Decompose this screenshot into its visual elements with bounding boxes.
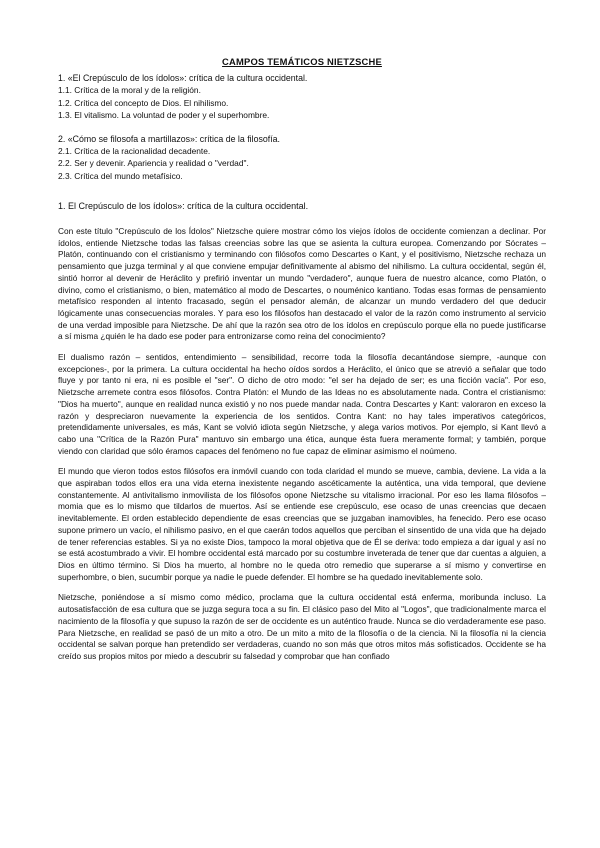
body-paragraph: El dualismo razón – sentidos, entendimiento – sensibilidad, recorre toda la filosofía decantándose siempre, -aunque con excepciones-, por la primera. La cultura occidental ha hecho oídos sordos a Heráclito, el único que se atrevió a señalar que todo fluye y por tanto ni era, ni es posible el "ser". O dicho de otro modo: "el ser ha dejado de ser; es una ficción vacía". Por eso, Nietzsche arremete contra esos filósofos. Contra Platón: el Mundo de las Ideas no es absolutamente nada. Contra el cristianismo: "Dios ha muerto", aunque en realidad nunca existió y no nos puede mandar nada. Contra Descartes y Kant: valoraron en exceso la razón y despreciaron nuevamente la experiencia de los sentidos. Contra Kant: no hay tales imperativos categóricos, pretendidamente universales, es más, Kant se volvió idiota según Nietzsche, y alega varios motivos. Por ejemplo, si Kant llevó a cabo una "Crítica de la Razón Pura" mantuvo sin embargo una ética, aunque ésta fuera meramente formal; y también, porque viendo con claridad que sólo éramos capaces del fenómeno no fue capaz de eliminar asimismo el noúmeno. bbox=[58, 352, 546, 456]
toc-item: 2.1. Crítica de la racionalidad decadente. bbox=[58, 145, 211, 156]
toc-heading: 1. «El Crepúsculo de los ídolos»: crítica de la cultura occidental. bbox=[58, 73, 308, 83]
toc-item: 2.3. Crítica del mundo metafísico. bbox=[58, 170, 183, 181]
section-heading: 1. El Crepúsculo de los ídolos»: crítica de la cultura occidental. bbox=[58, 201, 309, 211]
toc-item: 1.3. El vitalismo. La voluntad de poder y el superhombre. bbox=[58, 110, 270, 120]
body-paragraph: El mundo que vieron todos estos filósofos era inmóvil cuando con toda claridad el mundo se mueve, cambia, deviene. La vida a la que aspiraban todos ellos era una vida eterna inexistente negando ascéticamente la auténtica, una vida temporal, que deviene constantemente. Al antivitalismo inmovilista de los filósofos opone Nietzsche su vitalismo irracional. Por eso les llama filósofos – momia que es lo mismo que tildarlos de muertos. Así se entiende ese crepúsculo, ese ocaso de unas creencias que decaen inevitablemente. El orden establecido dependiente de esas creencias que se juzgaban inamovibles, ha fenecido. Pero ese ocaso supone primero un vacío, el nihilismo pasivo, en el que caerán todos aquellos que perciban el sinsentido de una vida que ha dejado de tener referencias estables. Si ya no existe Dios, tampoco la moral objetiva que de Él se deriva: todo empieza a dar igual y así no se está acostumbrado a vivir. El hombre occidental está marcado por su costumbre inveterada de tener que dar cuentas a alguien, a Dios en último término. Si Dios ha muerto, al hombre no le queda otro remedio que superarse a sí mismo y convertirse en superhombre, o bien, sucumbir porque ya nadie le puede defender. El hombre se ha quedado inevitablemente solo. bbox=[58, 466, 546, 582]
toc-heading: 2. «Cómo se filosofa a martillazos»: crítica de la filosofía. bbox=[58, 133, 280, 144]
body-paragraph: Nietzsche, poniéndose a sí mismo como médico, proclama que la cultura occidental está enferma, moribunda incluso. La autosatisfacción de esa cultura que se juzga segura toca a su fin. El clásico paso del Mito al "Logos", que tradicionalmente marca el nacimiento de la filosofía y que supuso la razón de ser de occidente es un auténtico fraude. Nunca se dio verdaderamente ese paso. Para Nietzsche, en realidad se pasó de un mito a otro. De un mito a mito de la filosofía o de la ciencia. Ni la filosofía ni la ciencia occidental se salvan porque han pretendido ser verdaderas, cuando no son más que otros mitos más sofisticados. Occidente se ha creído sus propios mitos por miedo a descubrir su falsedad y comprobar que han confiado bbox=[58, 592, 546, 661]
body-paragraph: Con este título "Crepúsculo de los Ídolos" Nietzsche quiere mostrar cómo los viejos ídolos de occidente comienzan a declinar. Por ídolos, entiende Nietzsche todas las falsas creencias sobre las que se asienta la cultura europea. Comenzando por Sócrates – Platón, continuando con el cristianismo y terminando con filósofos como Descartes o Kant, y el positivismo, Nietzsche rechaza un pensamiento que juzga terminal y al que conviene empujar definitivamente al abismo del nihilismo. La cultura occidental, según él, sintió horror al devenir de Heráclito y prefirió inventar un mundo "verdadero", aunque fuera de nuestro alcance, como Platón, o divino, como el cristianismo, o bien, matemático al modo de Descartes, o nouménico kantiano. Todas esas formas de pensamiento metafísico responden al intento fracasado, según el pensador alemán, de alcanzar un mundo verdadero del que deducir lógicamente unas consecuencias morales. Y para eso los filósofos han destacado el valor de la razón como instrumento al servicio de una verdad imposible para Nietzsche. De ahí que la razón sea otro de los ídolos en crepúsculo porque ella no puede justificarse a sí misma ¿quién le ha dado ese poder para entronizarse como reina del conocimiento? bbox=[58, 226, 546, 342]
toc-item: 2.2. Ser y devenir. Apariencia y realidad o "verdad". bbox=[58, 158, 249, 168]
toc-item: 1.1. Crítica de la moral y de la religión. bbox=[58, 85, 201, 95]
toc-section-2 bbox=[58, 133, 546, 183]
toc-item: 1.2. Crítica del concepto de Dios. El nihilismo. bbox=[58, 97, 229, 108]
toc-section-1 bbox=[58, 72, 546, 122]
document-title: CAMPOS TEMÁTICOS NIETZSCHE bbox=[222, 56, 382, 67]
